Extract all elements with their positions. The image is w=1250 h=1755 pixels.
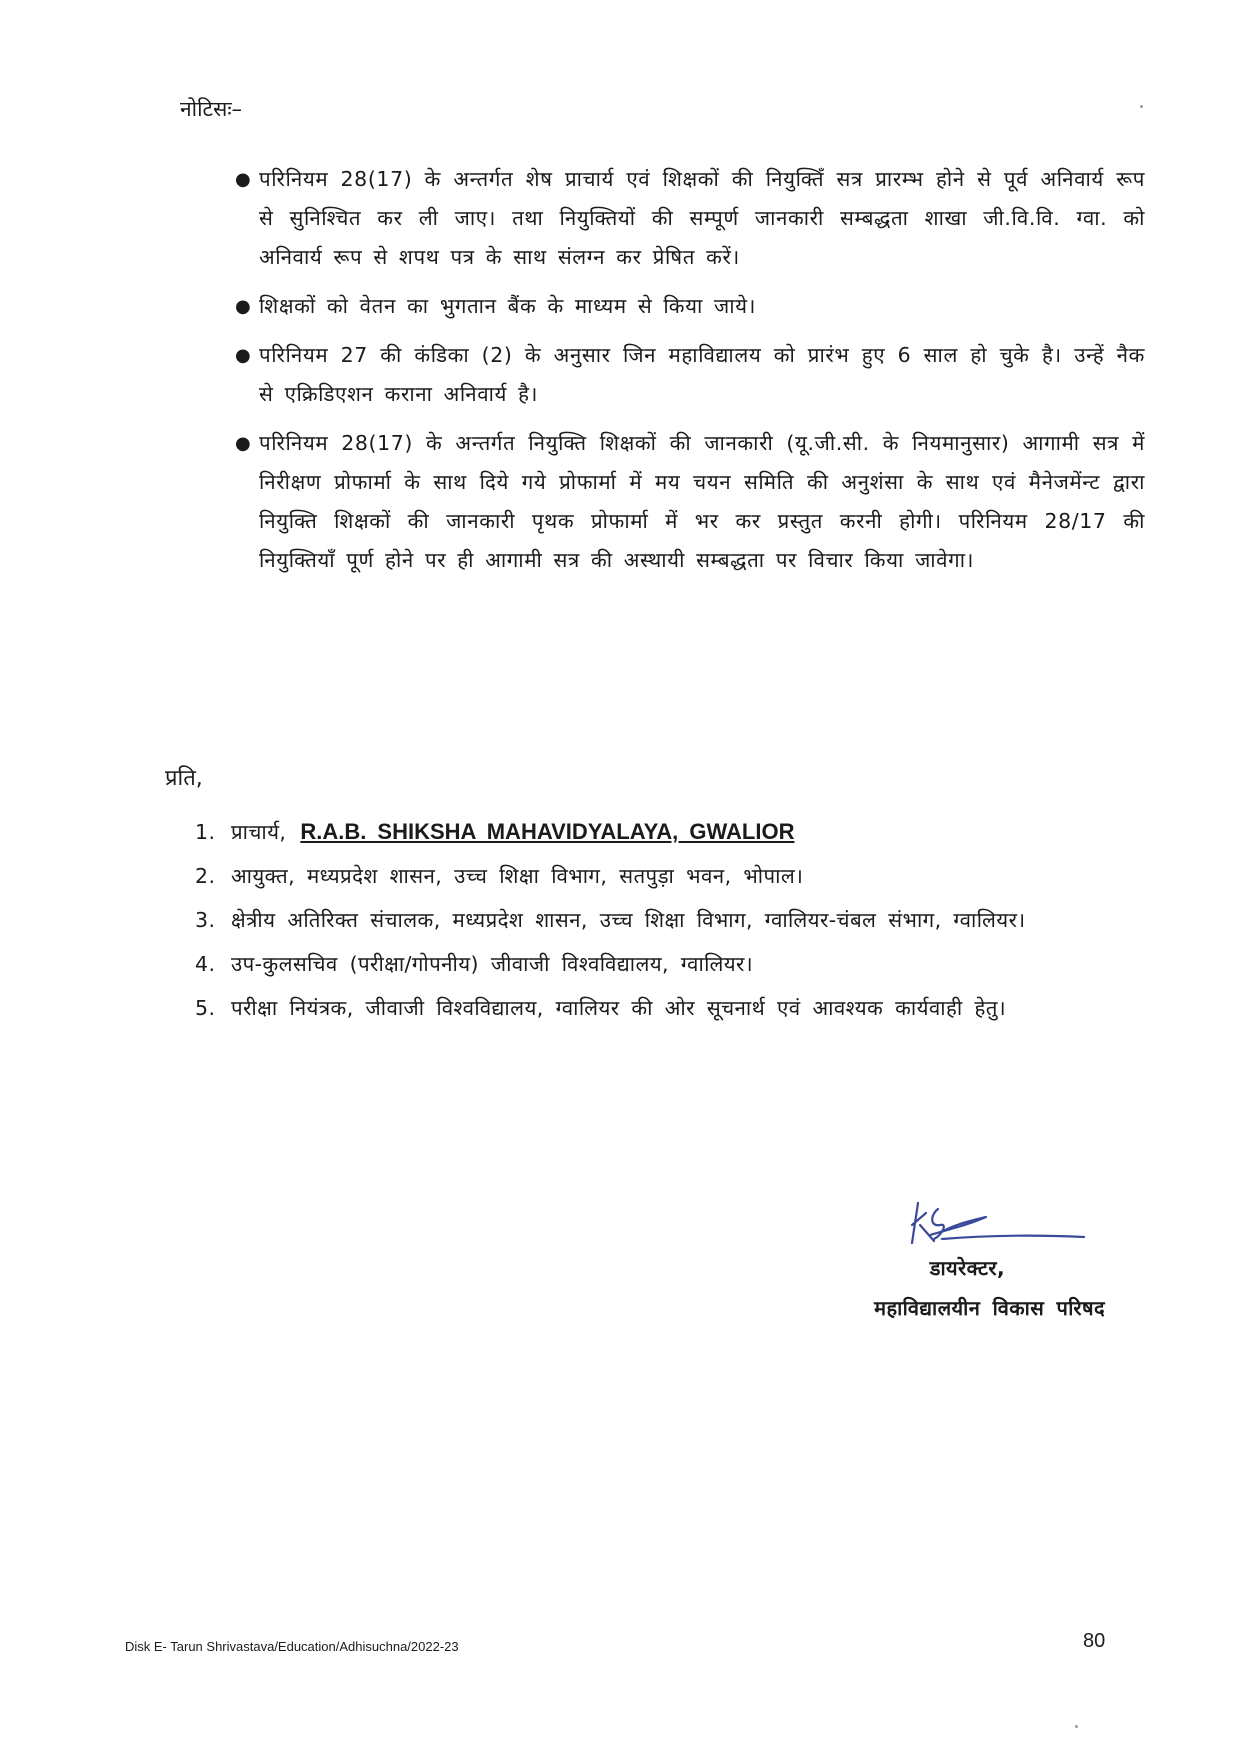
recipient-item (195, 944, 1125, 984)
notice-point (225, 160, 1145, 277)
notice-point-text: शिक्षकों को वेतन का भुगतान बैंक के माध्यम से किया जाये। (259, 294, 756, 318)
notice-points-list (225, 160, 1145, 590)
signatory-office: महाविद्यालयीन विकास परिषद (874, 1296, 1105, 1320)
recipient-item (195, 856, 1125, 896)
recipient-text: आयुक्त, मध्यप्रदेश शासन, उच्च शिक्षा विभाग, सतपुड़ा भवन, भोपाल। (231, 864, 804, 888)
recipient-number: 4. (195, 952, 216, 976)
signatory-block (760, 1248, 1105, 1328)
scan-speck (1140, 105, 1143, 108)
recipient-text: उप-कुलसचिव (परीक्षा/गोपनीय) जीवाजी विश्वविद्यालय, ग्वालियर। (231, 952, 754, 976)
recipient-item (195, 900, 1125, 940)
notice-point-text: परिनियम 28(17) के अन्तर्गत शेष प्राचार्य एवं शिक्षकों की नियुक्तिँ सत्र प्रारम्भ होने से पूर्व अनिवार्य रूप से सुनिश्चित कर ली जाए। तथा नियुक्तियों की सम्पूर्ण जानकारी सम्बद्धता शाखा जी.वि.वि. ग्वा. को अनिवार्य रूप से शपथ पत्र के साथ संलग्न कर प्रेषित करें। (259, 167, 1145, 269)
bullet-icon: ● (235, 169, 252, 190)
recipient-number: 3. (195, 908, 216, 932)
recipient-number: 1. (195, 820, 216, 844)
bullet-icon: ● (235, 296, 252, 317)
bullet-icon: ● (235, 433, 252, 454)
recipient-item (195, 988, 1125, 1028)
footer-file-path: Disk E- Tarun Shrivastava/Education/Adhisuchna/2022-23 (125, 1639, 459, 1654)
bullet-icon: ● (235, 345, 252, 366)
recipients-list (195, 812, 1125, 1032)
recipient-number: 2. (195, 864, 216, 888)
notice-point-text: परिनियम 27 की कंडिका (2) के अनुसार जिन महाविद्यालय को प्रारंभ हुए 6 साल हो चुके है। उन्हें नैक से एक्रिडिएशन कराना अनिवार्य है। (259, 343, 1145, 406)
scan-speck (1075, 1725, 1078, 1728)
notice-heading: नोटिसः– (180, 97, 243, 121)
recipient-text: परीक्षा नियंत्रक, जीवाजी विश्वविद्यालय, ग्वालियर की ओर सूचनार्थ एवं आवश्यक कार्यवाही हेतु। (231, 996, 1007, 1020)
college-name: R.A.B. SHIKSHA MAHAVIDYALAYA, GWALIOR (300, 819, 795, 844)
recipient-text: प्राचार्य, (231, 820, 287, 844)
notice-point (225, 336, 1145, 414)
recipient-item (195, 812, 1125, 852)
signature-image (890, 1195, 1090, 1255)
recipients-heading: प्रति, (165, 766, 203, 791)
recipient-text: क्षेत्रीय अतिरिक्त संचालक, मध्यप्रदेश शासन, उच्च शिक्षा विभाग, ग्वालियर-चंबल संभाग, ग्वालियर। (231, 908, 1026, 932)
page-number: 80 (1083, 1630, 1106, 1652)
notice-point (225, 424, 1145, 580)
notice-point (225, 287, 1145, 326)
signatory-title: डायरेक्टर, (929, 1256, 1005, 1280)
recipient-number: 5. (195, 996, 216, 1020)
notice-point-text: परिनियम 28(17) के अन्तर्गत नियुक्ति शिक्षकों की जानकारी (यू.जी.सी. के नियमानुसार) आगामी सत्र में निरीक्षण प्रोफार्मा के साथ दिये गये प्रोफार्मा में मय चयन समिति की अनुशंसा के साथ एवं मैनेजमेंन्ट द्वारा नियुक्ति शिक्षकों की जानकारी पृथक प्रोफार्मा में भर कर प्रस्तुत करनी होगी। परिनियम 28/17 की नियुक्तियाँ पूर्ण होने पर ही आगामी सत्र की अस्थायी सम्बद्धता पर विचार किया जावेगा। (259, 431, 1145, 572)
